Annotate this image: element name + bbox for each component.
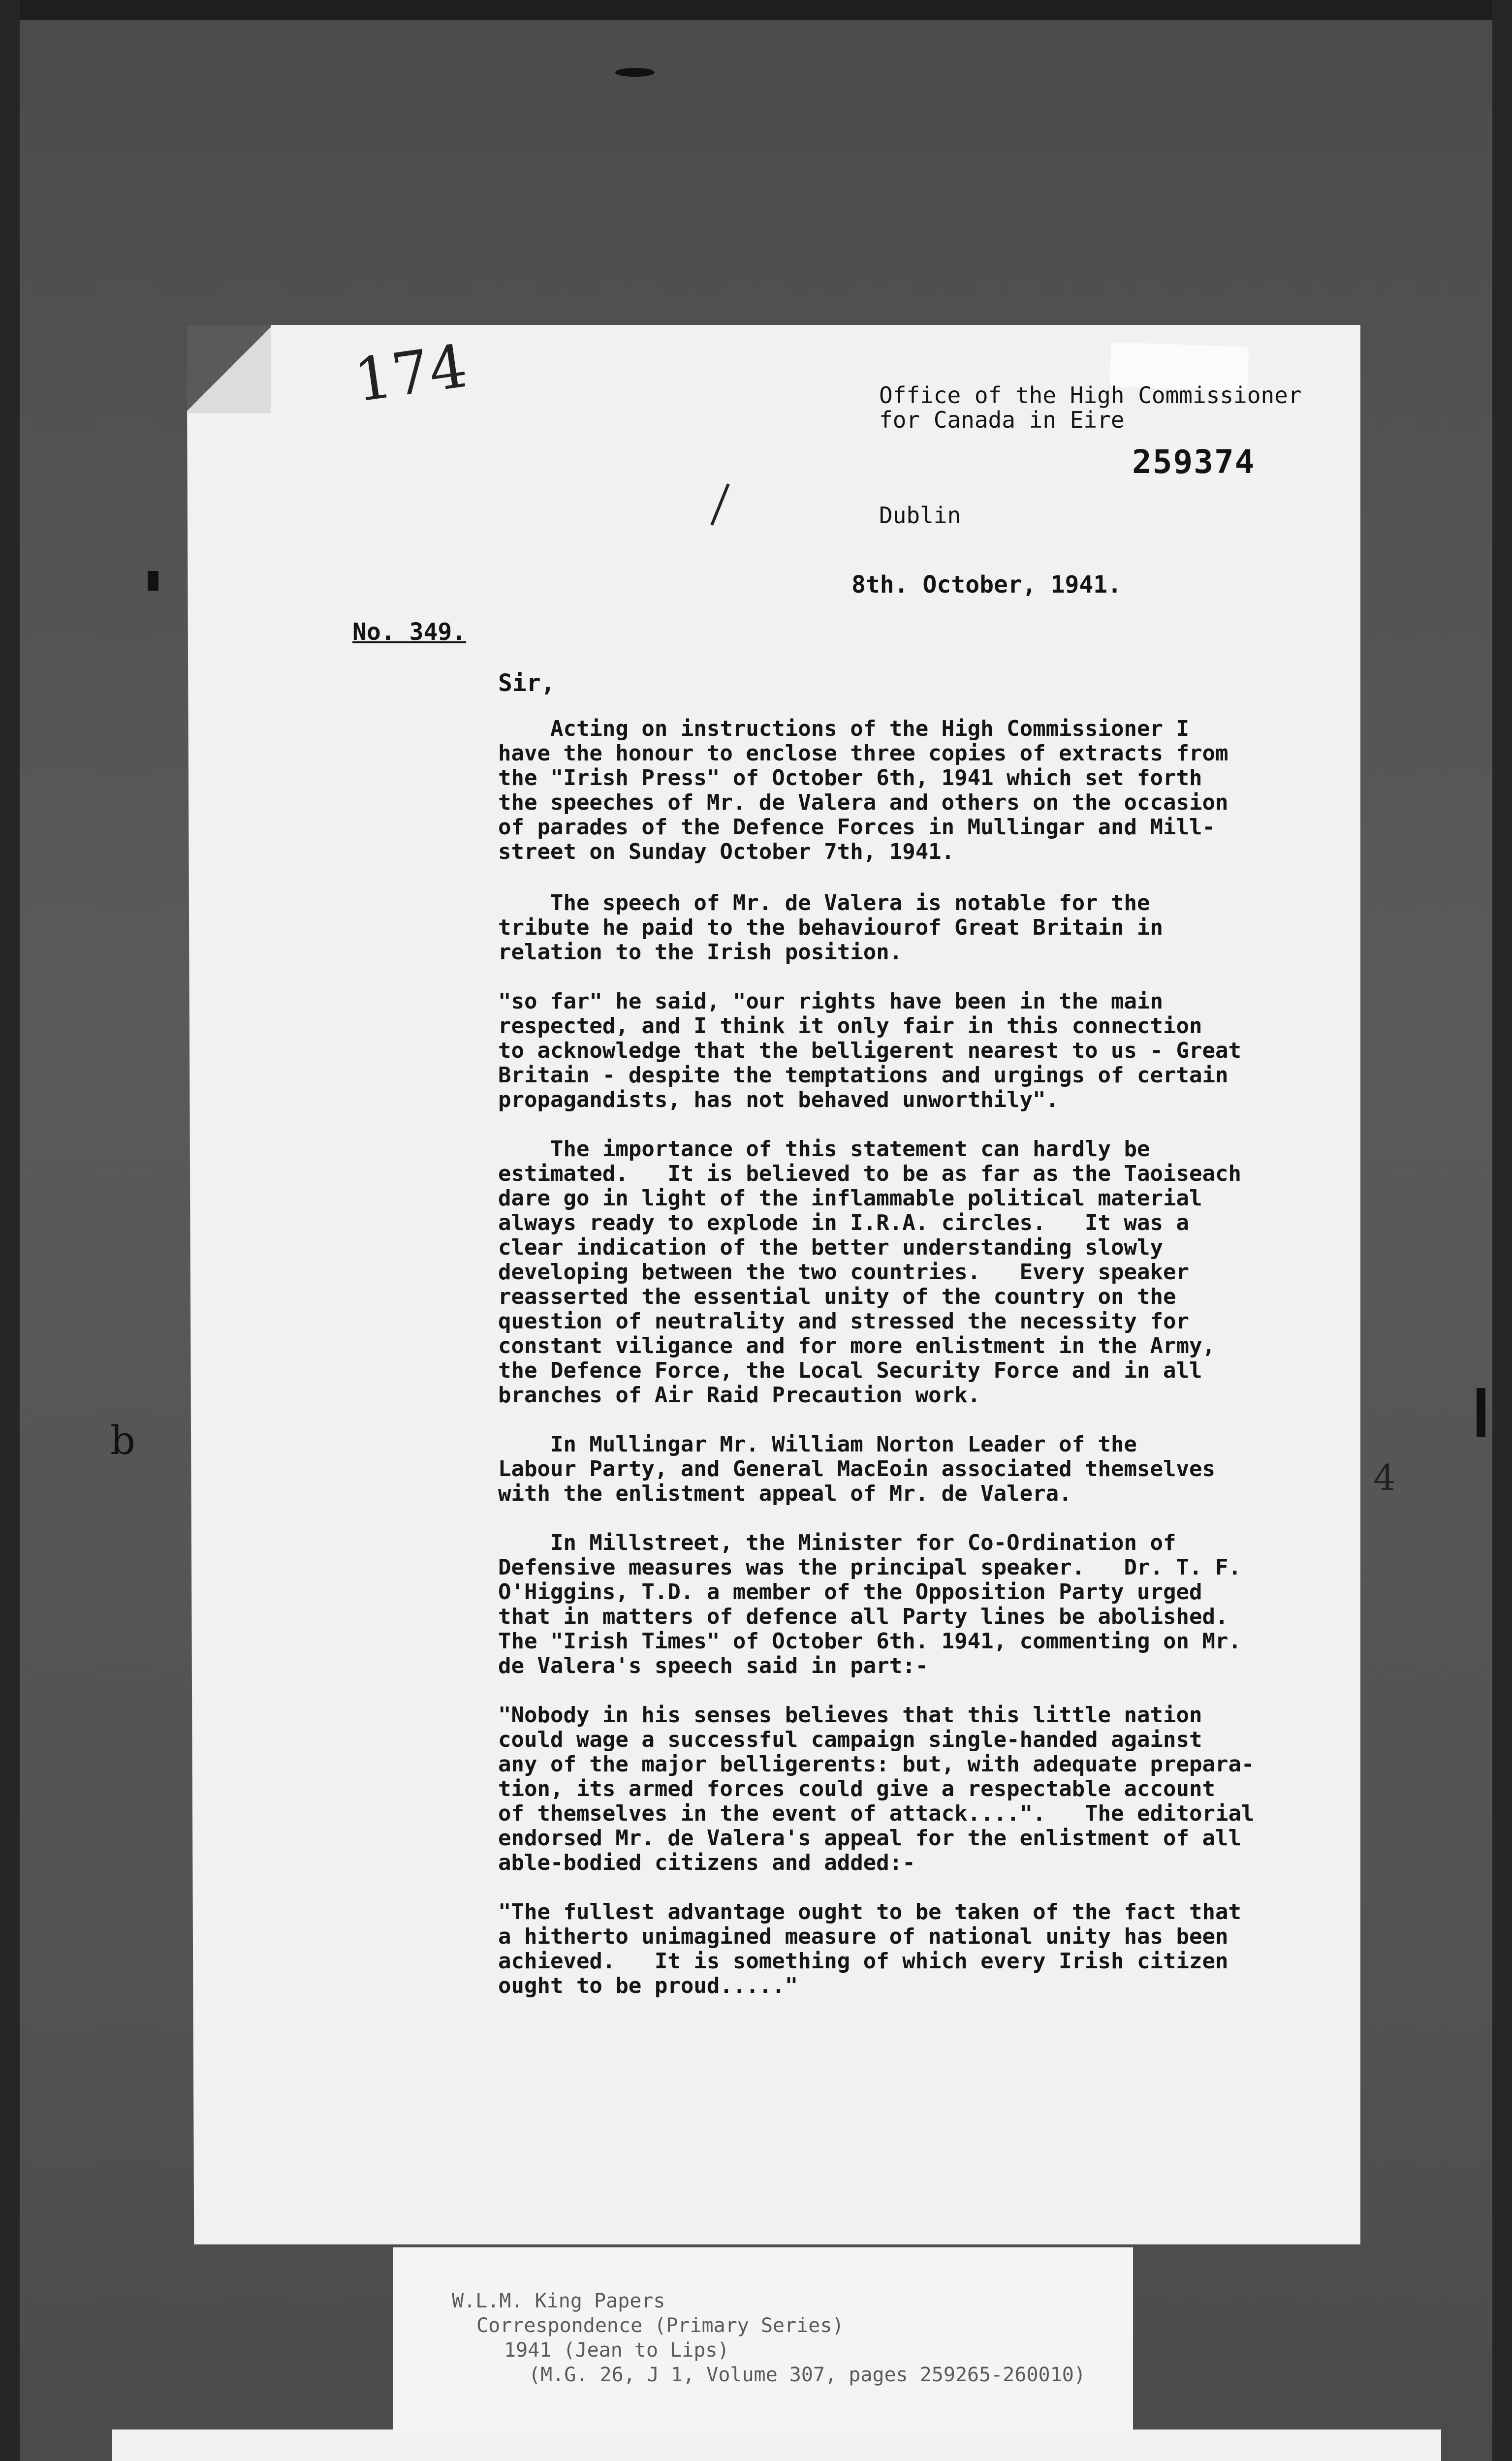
- text-line: Labour Party, and General MacEoin associated themselves: [498, 1456, 1215, 1482]
- text-line: In Mullingar Mr. William Norton Leader of the: [498, 1432, 1137, 1457]
- text-line: of themselves in the event of attack....". The editorial: [498, 1801, 1255, 1826]
- archive-citation-label: [393, 2247, 1133, 2429]
- text-line: The speech of Mr. de Valera is notable for the: [498, 890, 1150, 915]
- paragraph-8-quote: [498, 1900, 1345, 1998]
- film-tick-right: [1477, 1388, 1485, 1437]
- text-line: have the honour to enclose three copies of extracts from: [498, 741, 1228, 766]
- public-archives-banner: [112, 2429, 1441, 2461]
- handwritten-corner-note: 174: [350, 332, 472, 416]
- text-line: always ready to explode in I.R.A. circles. It was a: [498, 1210, 1189, 1235]
- text-line: a hitherto unimagined measure of national unity has been: [498, 1924, 1228, 1949]
- letter-date: 8th. October, 1941.: [851, 571, 1122, 599]
- text-line: The importance of this statement can hardly be: [498, 1136, 1150, 1162]
- text-line: that in matters of defence all Party lines be abolished.: [498, 1604, 1228, 1629]
- text-line: propagandists, has not behaved unworthily".: [498, 1087, 1059, 1112]
- paragraph-2: [498, 891, 1345, 965]
- letter-salutation: Sir,: [498, 669, 555, 697]
- folded-corner: [187, 325, 271, 413]
- text-line: clear indication of the better understanding slowly: [498, 1235, 1164, 1260]
- paragraph-1: [498, 717, 1345, 864]
- text-line: reasserted the essential unity of the country on the: [498, 1284, 1176, 1309]
- text-line: Defensive measures was the principal speaker. Dr. T. F.: [498, 1555, 1241, 1580]
- paragraph-3-quote: [498, 989, 1345, 1112]
- text-line: any of the major belligerents: but, with adequate prepara-: [498, 1752, 1255, 1777]
- paragraph-4: [498, 1137, 1345, 1408]
- text-line: the speeches of Mr. de Valera and others on the occasion: [498, 790, 1228, 815]
- office-line-2: for Canada in Eire: [879, 407, 1125, 433]
- letter-reference-number: No. 349.: [352, 618, 467, 646]
- text-line: ought to be proud.....": [498, 1973, 798, 1998]
- text-line: "Nobody in his senses believes that this little nation: [498, 1703, 1202, 1728]
- handwritten-side-mark-right: 4: [1373, 1457, 1396, 1498]
- text-line: relation to the Irish position.: [498, 940, 903, 965]
- text-line: In Millstreet, the Minister for Co-Ordination of: [498, 1530, 1176, 1555]
- text-line: to acknowledge that the belligerent nearest to us - Great: [498, 1038, 1241, 1063]
- text-line: O'Higgins, T.D. a member of the Opposition Party urged: [498, 1579, 1202, 1605]
- handwritten-side-mark-left: b: [110, 1418, 136, 1463]
- text-line: able-bodied citizens and added:-: [498, 1850, 915, 1875]
- label-line-3: 1941 (Jean to Lips): [504, 2339, 729, 2362]
- label-line-1: W.L.M. King Papers: [452, 2290, 665, 2312]
- letter-city: Dublin: [879, 502, 961, 529]
- text-line: estimated. It is believed to be as far as the Taoiseach: [498, 1161, 1241, 1186]
- text-line: respected, and I think it only fair in this connection: [498, 1013, 1202, 1039]
- label-line-4: (M.G. 26, J 1, Volume 307, pages 259265-260010): [529, 2364, 1086, 2386]
- text-line: branches of Air Raid Precaution work.: [498, 1383, 981, 1408]
- office-line-1: Office of the High Commissioner: [879, 382, 1302, 409]
- text-line: the "Irish Press" of October 6th, 1941 which set forth: [498, 765, 1202, 790]
- text-line: constant viligance and for more enlistment in the Army,: [498, 1333, 1215, 1358]
- text-line: of parades of the Defence Forces in Mullingar and Mill-: [498, 815, 1215, 840]
- film-edge-left: [0, 0, 20, 2461]
- text-line: "The fullest advantage ought to be taken of the fact that: [498, 1899, 1241, 1925]
- text-line: tribute he paid to the behaviourof Great Britain in: [498, 915, 1164, 940]
- text-line: dare go in light of the inflammable political material: [498, 1186, 1202, 1211]
- text-line: Britain - despite the temptations and urgings of certain: [498, 1063, 1228, 1088]
- film-edge-right: [1492, 0, 1512, 2461]
- label-line-2: Correspondence (Primary Series): [476, 2314, 844, 2337]
- text-line: could wage a successful campaign single-handed against: [498, 1727, 1202, 1752]
- text-line: tion, its armed forces could give a respectable account: [498, 1776, 1215, 1801]
- text-line: de Valera's speech said in part:-: [498, 1653, 929, 1678]
- text-line: street on Sunday October 7th, 1941.: [498, 839, 955, 864]
- text-line: the Defence Force, the Local Security Force and in all: [498, 1358, 1202, 1383]
- paragraph-6: [498, 1531, 1345, 1678]
- paragraph-5: [498, 1432, 1345, 1506]
- film-tick-left: [148, 571, 158, 591]
- text-line: with the enlistment appeal of Mr. de Valera.: [498, 1481, 1072, 1506]
- paragraph-7-quote: [498, 1703, 1345, 1875]
- text-line: developing between the two countries. Every speaker: [498, 1260, 1189, 1285]
- text-line: endorsed Mr. de Valera's appeal for the enlistment of all: [498, 1826, 1241, 1851]
- text-line: The "Irish Times" of October 6th. 1941, commenting on Mr.: [498, 1629, 1241, 1654]
- document-number: 259374: [1132, 443, 1256, 481]
- text-line: question of neutrality and stressed the necessity for: [498, 1309, 1189, 1334]
- film-edge-top: [0, 0, 1512, 20]
- text-line: Acting on instructions of the High Commissioner I: [498, 716, 1189, 741]
- text-line: "so far" he said, "our rights have been in the main: [498, 989, 1164, 1014]
- text-line: achieved. It is something of which every Irish citizen: [498, 1949, 1228, 1974]
- film-speck: [615, 68, 655, 77]
